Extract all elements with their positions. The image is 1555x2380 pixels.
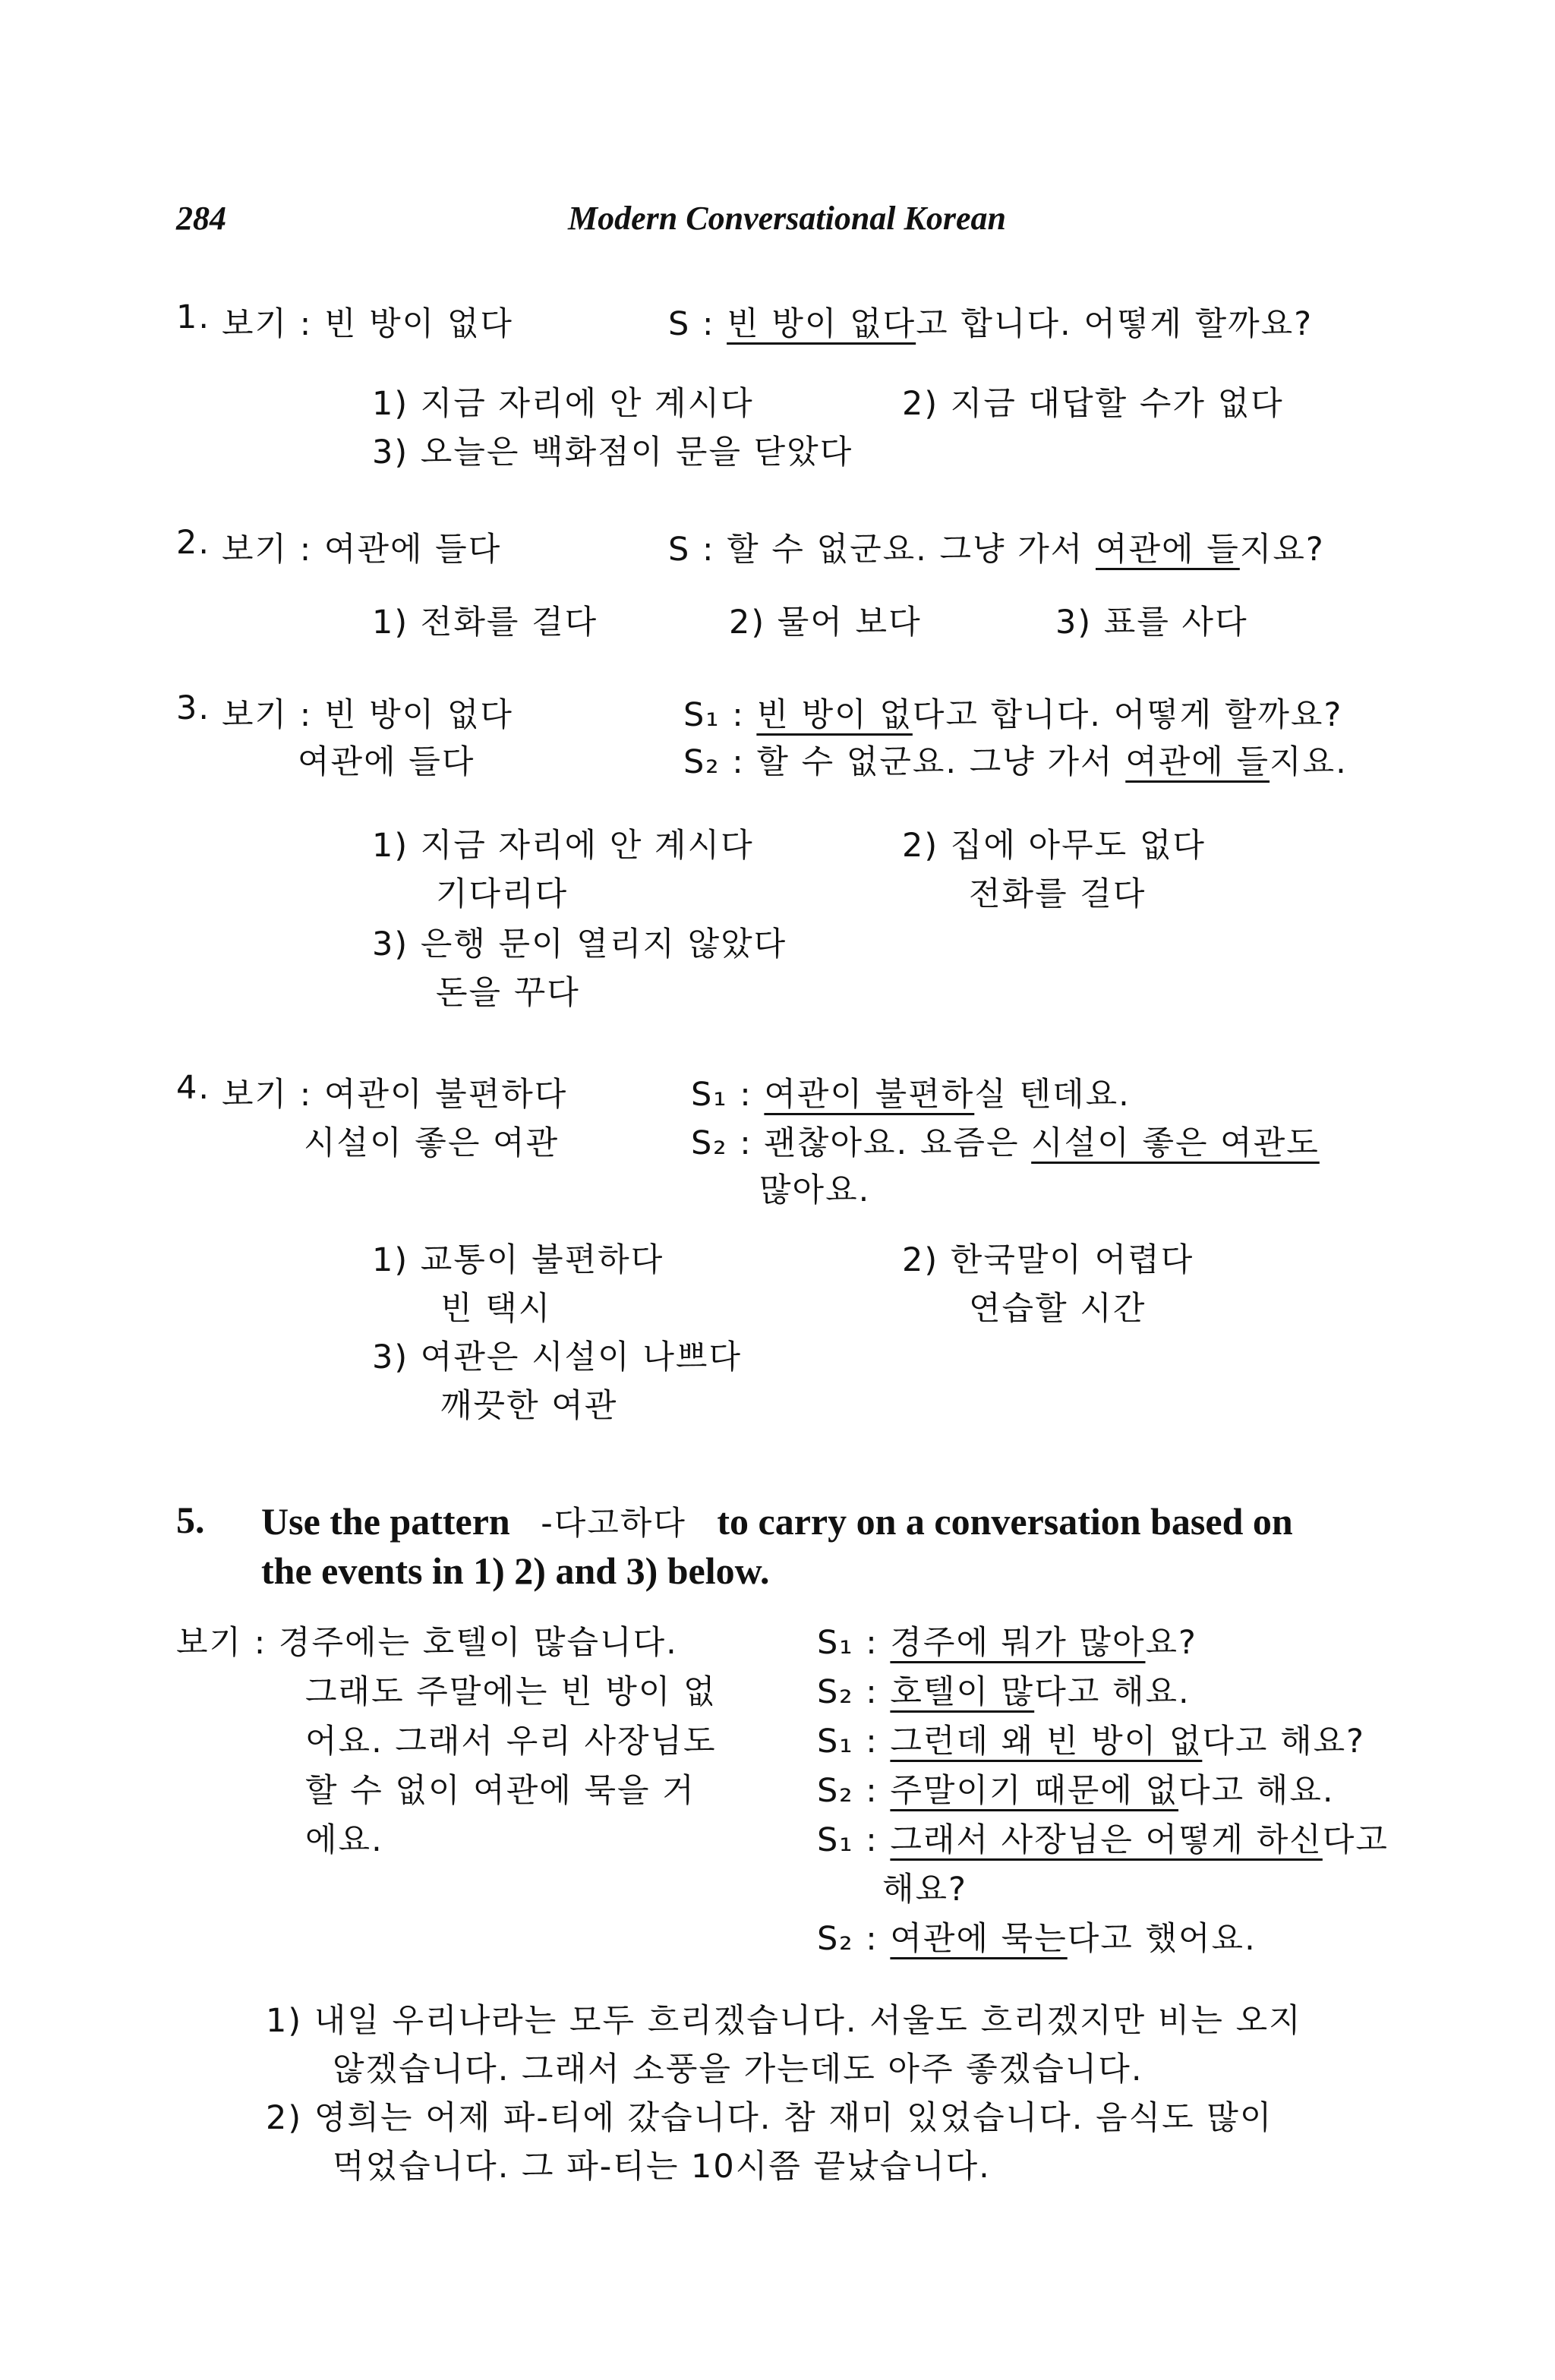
drill-item: 3) 여관은 시설이 나쁘다 <box>372 1338 742 1376</box>
sentence-pre: 할 수 없군요. 그냥 가서 <box>727 531 1096 569</box>
drill-item-cue: 전화를 걸다 <box>969 875 1147 913</box>
underlined-segment: 시설이 좋은 여관도 <box>1031 1124 1320 1162</box>
underlined-segment: 빈 방이 없다 <box>727 305 916 343</box>
sentence-rest: 다고 해요. <box>1178 1772 1335 1810</box>
drill-item: 1) 전화를 걸다 <box>372 604 598 641</box>
underlined-segment: 그래서 사장님은 어떻게 하신 <box>890 1821 1323 1859</box>
bogi-example-line2: 시설이 좋은 여관 <box>304 1124 560 1162</box>
practice-paragraph-2-cont: 먹었습니다. 그 파-티는 10시쯤 끝났습니다. <box>333 2148 991 2186</box>
sentence-rest: 해요? <box>882 1871 967 1909</box>
underlined-segment: 빈 방이 없 <box>756 696 913 734</box>
speaker-label: S₂ : <box>817 1772 878 1810</box>
pattern-text: -다고하다 <box>541 1505 686 1543</box>
drill-item-cue: 기다리다 <box>436 875 569 913</box>
sentence-rest: 다고 해요. <box>1034 1673 1191 1711</box>
speaker-label: S₁ : <box>817 1723 878 1761</box>
exercise-number: 5. <box>176 1499 205 1541</box>
underlined-segment: 경주에 뭐가 많아 <box>890 1624 1146 1662</box>
drill-item-cue: 빈 택시 <box>440 1290 552 1328</box>
sentence-rest: 고 합니다. 어떻게 할까요? <box>916 305 1314 343</box>
sentence-rest: 다고 합니다. 어떻게 할까요? <box>912 696 1343 734</box>
example-sentence <box>668 524 1325 570</box>
dialog-line <box>817 1716 1365 1762</box>
drill-item: 2) 한국말이 어렵다 <box>902 1241 1194 1279</box>
speaker-label: S₁ : <box>691 1076 752 1114</box>
sentence-rest: 지요? <box>1239 531 1325 569</box>
instruction-line2: the events in 1) 2) and 3) below. <box>261 1549 770 1592</box>
instruction-text: Use the pattern <box>261 1500 510 1543</box>
drill-item: 1) 지금 자리에 안 계시다 <box>372 385 754 423</box>
practice-paragraph-1-cont: 않겠습니다. 그래서 소풍을 가는데도 아주 좋겠습니다. <box>333 2051 1143 2088</box>
page-number: 284 <box>176 200 226 237</box>
bogi-paragraph-line: 할 수 없이 여관에 묵을 거 <box>305 1772 695 1810</box>
speaker-label: S₂ : <box>817 1673 878 1711</box>
underlined-segment: 호텔이 많 <box>890 1673 1035 1711</box>
exercise-number: 3. <box>176 689 211 727</box>
underlined-segment: 여관에 들 <box>1125 743 1270 781</box>
practice-paragraph-1: 1) 내일 우리나라는 모두 흐리겠습니다. 서울도 흐리겠지만 비는 오지 <box>266 2002 1302 2040</box>
speaker-label: S₂ : <box>817 1920 878 1958</box>
speaker-label: S : <box>668 305 715 343</box>
drill-item-cue: 깨끗한 여관 <box>440 1387 618 1425</box>
drill-item-cue: 연습할 시간 <box>969 1290 1147 1328</box>
dialog-line-s1 <box>683 689 1342 736</box>
dialog-line-s2-cont: 많아요. <box>759 1171 871 1209</box>
sentence-rest: 요? <box>1145 1624 1197 1662</box>
sentence-rest: 실 텐데요. <box>974 1076 1131 1114</box>
sentence-rest: 지요. <box>1270 743 1348 781</box>
speaker-label: S₂ : <box>691 1124 752 1162</box>
speaker-label: S : <box>668 531 715 569</box>
bogi-example: 보기 : 빈 방이 없다 <box>222 696 513 734</box>
bogi-paragraph-line: 어요. 그래서 우리 사장님도 <box>305 1723 717 1761</box>
dialog-line <box>817 1617 1197 1663</box>
bogi-example: 보기 : 빈 방이 없다 <box>222 305 513 343</box>
sentence-rest: 다고 <box>1322 1821 1389 1859</box>
instruction-text: to carry on a conversation based on <box>717 1500 1293 1543</box>
underlined-segment: 여관에 들 <box>1095 531 1240 569</box>
underlined-segment: 그런데 왜 빈 방이 없 <box>890 1723 1203 1761</box>
drill-item: 3) 은행 문이 열리지 않았다 <box>372 925 787 963</box>
drill-item: 2) 집에 아무도 없다 <box>902 827 1206 865</box>
underlined-segment: 여관에 묵는 <box>890 1920 1068 1958</box>
drill-item: 1) 지금 자리에 안 계시다 <box>372 827 754 865</box>
dialog-line-s1 <box>691 1069 1131 1115</box>
drill-item: 2) 물어 보다 <box>729 604 922 641</box>
sentence-pre: 할 수 없군요. 그냥 가서 <box>756 743 1126 781</box>
dialog-line <box>817 1913 1257 1959</box>
practice-paragraph-2: 2) 영희는 어제 파-티에 갔습니다. 참 재미 있었습니다. 음식도 많이 <box>266 2099 1273 2137</box>
dialog-line-s2 <box>691 1117 1320 1164</box>
drill-item-cue: 돈을 꾸다 <box>436 974 580 1012</box>
sentence-rest: 다고 했어요. <box>1067 1920 1257 1958</box>
sentence-pre: 괜찮아요. 요즘은 <box>764 1124 1032 1162</box>
underlined-segment: 주말이기 때문에 없 <box>890 1772 1179 1810</box>
bogi-example-line2: 여관에 들다 <box>298 743 475 781</box>
drill-item: 3) 표를 사다 <box>1055 604 1248 641</box>
bogi-paragraph-line: 그래도 주말에는 빈 방이 없 <box>305 1673 717 1711</box>
speaker-label: S₂ : <box>683 743 745 781</box>
bogi-example: 보기 : 여관이 불편하다 <box>222 1076 568 1114</box>
speaker-label: S₁ : <box>817 1821 878 1859</box>
dialog-line <box>817 1765 1335 1811</box>
exercise-number: 4. <box>176 1069 211 1107</box>
sentence-rest: 다고 해요? <box>1202 1723 1366 1761</box>
underlined-segment: 여관이 불편하 <box>764 1076 975 1114</box>
dialog-line <box>817 1666 1191 1713</box>
drill-item: 2) 지금 대답할 수가 없다 <box>902 385 1284 423</box>
speaker-label: S₁ : <box>817 1624 878 1662</box>
running-title: Modern Conversational Korean <box>568 200 1006 237</box>
exercise-number: 2. <box>176 524 211 562</box>
example-sentence <box>668 298 1313 345</box>
drill-item: 1) 교통이 불편하다 <box>372 1241 664 1279</box>
drill-item: 3) 오늘은 백화점이 문을 닫았다 <box>372 433 853 471</box>
instruction-line1 <box>261 1498 1293 1544</box>
bogi-example: 보기 : 여관에 들다 <box>222 531 502 569</box>
bogi-paragraph-line: 에요. <box>305 1821 383 1859</box>
dialog-line-s2 <box>683 736 1348 783</box>
dialog-line <box>817 1814 1389 1861</box>
dialog-line-cont <box>882 1864 967 1910</box>
bogi-paragraph-line: 보기 : 경주에는 호텔이 많습니다. <box>176 1624 678 1662</box>
speaker-label: S₁ : <box>683 696 745 734</box>
exercise-number: 1. <box>176 298 211 336</box>
